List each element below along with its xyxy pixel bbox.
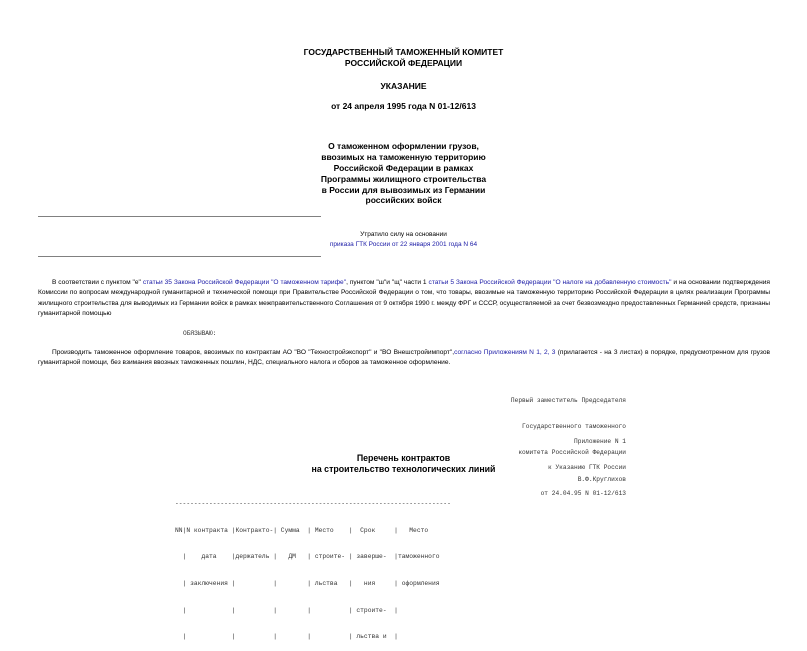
vat-law-link[interactable]: статьи 5 Закона Российской Федерации "О налоге на добавленную стоимость" bbox=[428, 279, 672, 286]
table-row: NN|N контракта |Контракто-| Сумма | Место | Срок | Место bbox=[175, 526, 440, 534]
title-line-6: российских войск bbox=[365, 195, 442, 205]
customs-tariff-law-link[interactable]: статьи 35 Закона Российской Федерации "О таможенном тарифе" bbox=[142, 279, 347, 286]
divider-bottom bbox=[38, 256, 321, 257]
paragraph-1-text-a: В соответствии с пунктом "е" bbox=[52, 279, 143, 286]
table-row: | | | | | льства и | bbox=[175, 633, 398, 641]
document-date-number: от 24 апреля 1995 года N 01-12/613 bbox=[331, 101, 476, 111]
paragraph-1-text-b: , пунктом "ш"и "щ" части 1 bbox=[346, 279, 429, 286]
repeal-order-link[interactable]: приказа ГТК России от 22 января 2001 года N 64 bbox=[329, 241, 478, 248]
paragraph-2-text-a: Производить таможенное оформление товаров, ввозимых по контрактам АО "ВО "Техностройэкспорт" и "ВО Внешстройимпорт", bbox=[52, 349, 455, 356]
list-title-line-1: Перечень контрактов bbox=[356, 453, 451, 463]
title-line-3: Российской Федерации в рамках bbox=[333, 163, 474, 173]
title-line-2: ввозимых на таможенную территорию bbox=[321, 152, 486, 162]
table-rule: ------------------------------------------------------------------------- bbox=[175, 499, 451, 507]
title-line-4: Программы жилищного строительства bbox=[320, 174, 487, 184]
table-row: | | | | | строите- | bbox=[175, 606, 398, 614]
appendices-link[interactable]: согласно Приложениям N 1, 2, 3 bbox=[454, 349, 556, 356]
title-line-5: в России для вывозимых из Германии bbox=[321, 185, 486, 195]
signature-line-2: Государственного таможенного bbox=[522, 422, 626, 430]
appendix-line-1: Приложение N 1 bbox=[574, 437, 626, 445]
paragraph-2-text-b: (прилагается - на 3 листах) в порядке, предусмотренном для грузов гуманитарной помощи, без взимания ввозных таможенных пошлин, НДС, специального налога и сборов за таможенное оформление. bbox=[38, 349, 770, 367]
list-title-line-2: на строительство технологических линий bbox=[311, 464, 496, 474]
signature-name: В.Ф.Круглихов bbox=[577, 475, 626, 483]
title-line-1: О таможенном оформлении грузов, bbox=[328, 141, 479, 151]
issuer-line-1: ГОСУДАРСТВЕННЫЙ ТАМОЖЕННЫЙ КОМИТЕТ bbox=[303, 47, 504, 57]
table-row: | дата |держатель | ДМ | строите- | заверше- |таможенного bbox=[175, 553, 440, 561]
appendix-line-2: к Указанию ГТК России bbox=[548, 463, 626, 471]
contracts-table bbox=[175, 482, 451, 651]
obligate-label: ОБЯЗЫВАЮ: bbox=[183, 330, 217, 337]
signature-line-3: комитета Российской Федерации bbox=[518, 449, 626, 457]
paragraph-2 bbox=[38, 348, 770, 369]
document-type: УКАЗАНИЕ bbox=[380, 81, 427, 91]
paragraph-1-text-c: и на основании подтверждения Комиссии по вопросам международной гуманитарной и технической помощи при Правительстве Российской Федерации о том, что товары, ввозимые на таможенную территорию Российской Федерации в целях реализации Программы жилищного строительства для выводимых из Германии войск в рамках межправительственного Соглашения от 9 октября 1990 г. между ФРГ и СССР, осуществляемой за счет безвозмездно предоставленных Германией средств, признаны гуманитарной помощью bbox=[38, 279, 770, 317]
divider-top bbox=[38, 216, 321, 217]
table-row: | заключения | | | льства | ния | оформления bbox=[175, 579, 440, 587]
signature-line-1: Первый заместитель Председателя bbox=[510, 396, 626, 404]
issuer-line-2: РОССИЙСКОЙ ФЕДЕРАЦИИ bbox=[344, 58, 463, 68]
paragraph-1 bbox=[38, 278, 770, 319]
status-note: Утратило силу на основании bbox=[360, 231, 447, 238]
appendix-line-3: от 24.04.95 N 01-12/613 bbox=[540, 490, 626, 498]
